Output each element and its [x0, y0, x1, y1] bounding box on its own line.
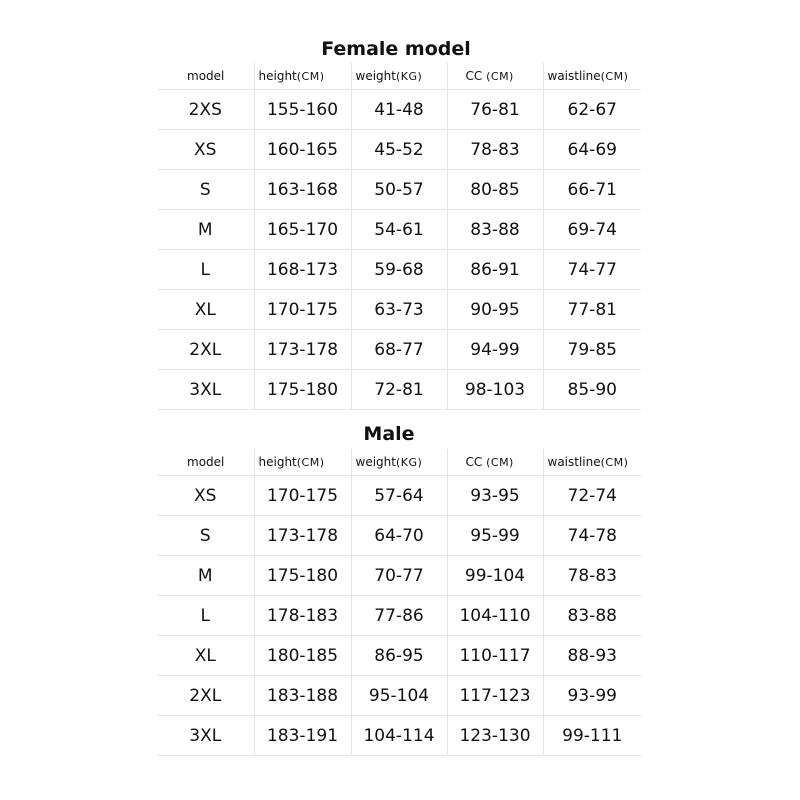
table-header-row — [157, 449, 641, 476]
male-section-title: Male — [363, 423, 415, 445]
cell-cc: 86-91 — [447, 250, 543, 290]
table-row — [157, 170, 641, 210]
header-weight-label: weight — [355, 455, 396, 469]
header-waistline-unit: (CM) — [600, 70, 629, 83]
cell-waistline: 62-67 — [543, 90, 641, 130]
female-size-table — [157, 63, 641, 410]
cell-size: XS — [157, 130, 254, 170]
header-cc-label: CC — [465, 455, 483, 469]
cell-height: 175-180 — [254, 556, 351, 596]
header-waistline-unit: (CM) — [600, 456, 629, 469]
cell-height: 173-178 — [254, 330, 351, 370]
cell-cc: 98-103 — [447, 370, 543, 410]
cell-size: S — [157, 170, 254, 210]
cell-weight: 59-68 — [351, 250, 447, 290]
table-row — [157, 370, 641, 410]
table-row — [157, 716, 641, 756]
header-weight-label: weight — [355, 69, 396, 83]
header-waistline-label: waistline — [547, 69, 601, 83]
header-cc-unit: (CM) — [486, 456, 514, 469]
header-cc-unit: (CM) — [486, 70, 514, 83]
cell-cc: 80-85 — [447, 170, 543, 210]
cell-height: 168-173 — [254, 250, 351, 290]
cell-cc: 76-81 — [447, 90, 543, 130]
header-weight — [351, 63, 447, 90]
header-cc — [447, 63, 543, 90]
cell-height: 165-170 — [254, 210, 351, 250]
cell-cc: 104-110 — [447, 596, 543, 636]
cell-height: 180-185 — [254, 636, 351, 676]
cell-weight: 50-57 — [351, 170, 447, 210]
cell-weight: 45-52 — [351, 130, 447, 170]
header-height — [254, 449, 351, 476]
cell-size: L — [157, 250, 254, 290]
cell-weight: 57-64 — [351, 476, 447, 516]
cell-weight: 70-77 — [351, 556, 447, 596]
cell-waistline: 78-83 — [543, 556, 641, 596]
cell-size: L — [157, 596, 254, 636]
cell-waistline: 77-81 — [543, 290, 641, 330]
cell-cc: 83-88 — [447, 210, 543, 250]
cell-size: XS — [157, 476, 254, 516]
cell-size: 2XS — [157, 90, 254, 130]
cell-weight: 41-48 — [351, 90, 447, 130]
cell-size: 3XL — [157, 370, 254, 410]
table-row — [157, 290, 641, 330]
cell-weight: 86-95 — [351, 636, 447, 676]
cell-height: 155-160 — [254, 90, 351, 130]
header-model — [157, 63, 254, 90]
male-size-section — [0, 421, 800, 746]
cell-cc: 90-95 — [447, 290, 543, 330]
header-height-label: height — [258, 69, 297, 83]
cell-waistline: 83-88 — [543, 596, 641, 636]
cell-weight: 68-77 — [351, 330, 447, 370]
cell-cc: 93-95 — [447, 476, 543, 516]
header-waistline — [543, 449, 641, 476]
table-row — [157, 596, 641, 636]
table-row — [157, 476, 641, 516]
cell-waistline: 99-111 — [543, 716, 641, 756]
cell-height: 163-168 — [254, 170, 351, 210]
cell-cc: 117-123 — [447, 676, 543, 716]
cell-waistline: 64-69 — [543, 130, 641, 170]
cell-waistline: 66-71 — [543, 170, 641, 210]
header-height-unit: (CM) — [296, 70, 325, 83]
cell-size: M — [157, 556, 254, 596]
header-height-unit: (CM) — [296, 456, 325, 469]
header-model-label: model — [187, 455, 225, 469]
table-row — [157, 556, 641, 596]
cell-cc: 94-99 — [447, 330, 543, 370]
header-waistline-label: waistline — [547, 455, 601, 469]
cell-waistline: 85-90 — [543, 370, 641, 410]
cell-height: 183-191 — [254, 716, 351, 756]
header-weight-unit: (KG) — [395, 456, 423, 469]
cell-height: 160-165 — [254, 130, 351, 170]
header-model — [157, 449, 254, 476]
cell-size: 3XL — [157, 716, 254, 756]
header-weight — [351, 449, 447, 476]
cell-size: XL — [157, 290, 254, 330]
cell-waistline: 79-85 — [543, 330, 641, 370]
header-model-label: model — [187, 69, 225, 83]
table-row — [157, 210, 641, 250]
female-size-section — [0, 36, 800, 400]
cell-weight: 77-86 — [351, 596, 447, 636]
male-size-table — [157, 449, 641, 756]
cell-height: 175-180 — [254, 370, 351, 410]
cell-size: XL — [157, 636, 254, 676]
table-row — [157, 330, 641, 370]
cell-weight: 64-70 — [351, 516, 447, 556]
cell-size: M — [157, 210, 254, 250]
table-header-row — [157, 63, 641, 90]
cell-height: 170-175 — [254, 290, 351, 330]
cell-waistline: 88-93 — [543, 636, 641, 676]
cell-height: 178-183 — [254, 596, 351, 636]
header-waistline — [543, 63, 641, 90]
table-row — [157, 130, 641, 170]
cell-height: 183-188 — [254, 676, 351, 716]
cell-weight: 104-114 — [351, 716, 447, 756]
table-row — [157, 250, 641, 290]
header-height-label: height — [258, 455, 297, 469]
cell-cc: 110-117 — [447, 636, 543, 676]
cell-cc: 78-83 — [447, 130, 543, 170]
header-cc-label: CC — [465, 69, 483, 83]
cell-waistline: 74-78 — [543, 516, 641, 556]
cell-cc: 95-99 — [447, 516, 543, 556]
cell-waistline: 69-74 — [543, 210, 641, 250]
table-row — [157, 516, 641, 556]
cell-height: 170-175 — [254, 476, 351, 516]
header-cc — [447, 449, 543, 476]
female-section-title: Female model — [321, 38, 471, 60]
cell-weight: 54-61 — [351, 210, 447, 250]
table-row — [157, 676, 641, 716]
cell-size: 2XL — [157, 676, 254, 716]
cell-weight: 95-104 — [351, 676, 447, 716]
cell-cc: 123-130 — [447, 716, 543, 756]
table-row — [157, 90, 641, 130]
header-weight-unit: (KG) — [395, 70, 423, 83]
cell-cc: 99-104 — [447, 556, 543, 596]
header-height — [254, 63, 351, 90]
cell-size: S — [157, 516, 254, 556]
cell-waistline: 72-74 — [543, 476, 641, 516]
cell-weight: 63-73 — [351, 290, 447, 330]
cell-height: 173-178 — [254, 516, 351, 556]
cell-waistline: 74-77 — [543, 250, 641, 290]
table-row — [157, 636, 641, 676]
cell-weight: 72-81 — [351, 370, 447, 410]
cell-waistline: 93-99 — [543, 676, 641, 716]
cell-size: 2XL — [157, 330, 254, 370]
